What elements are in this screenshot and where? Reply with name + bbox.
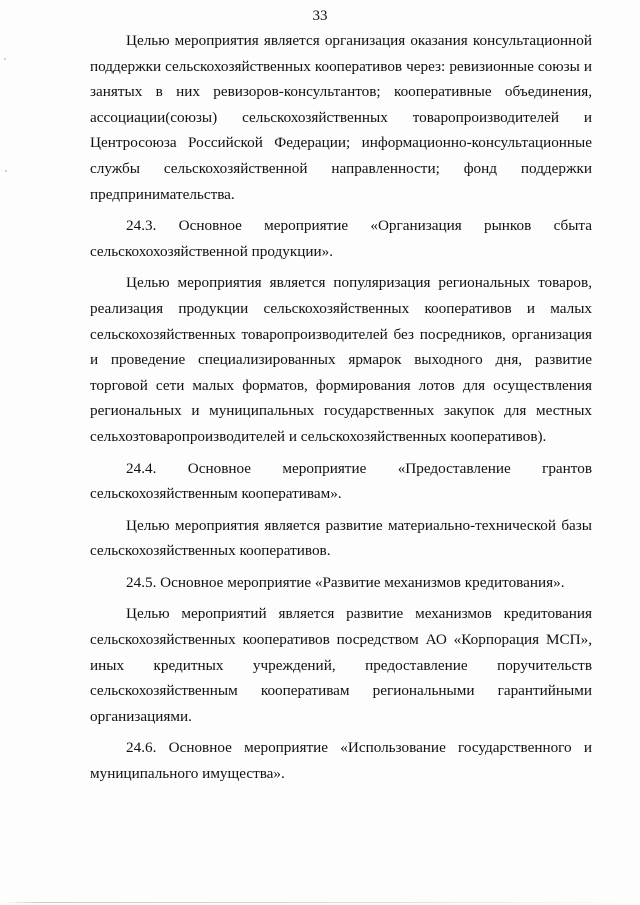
paragraph-grants: Целью мероприятия является развитие материально-технической базы сельскохозяйственных кооперативов. <box>90 516 592 560</box>
document-body <box>90 28 592 787</box>
heading-24-6: 24.6. Основное мероприятие «Использование государственного и муниципального имущества». <box>90 739 592 783</box>
scan-bottom-edge <box>0 902 640 903</box>
heading-24-4: 24.4. Основное мероприятие «Предоставление грантов сельскохозяйственным кооперативам». <box>90 459 592 503</box>
paragraph-market-organization: Целью мероприятия является популяризация региональных товаров, реализация продукции сельскохозяйственных кооперативов и малых сельскохозяйственных товаропроизводителей без посредников, организация и проведение специализированных ярмарок выходного дня, развитие торговой сети малых форматов, формирования лотов для осуществления региональных и муниципальных государственных закупок для местных сельхозтоваропроизводителей и сельскохозяйственных кооперативов). <box>90 274 592 445</box>
heading-24-5: 24.5. Основное мероприятие «Развитие механизмов кредитования». <box>126 573 565 591</box>
heading-24-3: 24.3. Основное мероприятие «Организация рынков сбыта сельскохохозяйственной продукции». <box>90 217 592 260</box>
scan-speck <box>5 170 7 172</box>
scan-speck <box>4 58 6 60</box>
paragraph-consulting-support: Целью мероприятия является организация оказания консультационной поддержки сельскохозяйственных кооперативов через: ревизионные союзы и занятых в них ревизоров-консультантов; кооперативные объединения, ассоциации(союзы) сельскохозяйственных товаропроизводителей и Центросоюза Российской Федерации; информационно-консультационные службы сельскохозяйственной направленности; фонд поддержки предпринимательства. <box>90 32 592 203</box>
paragraph-credit-mechanisms: Целью мероприятий является развитие механизмов кредитования сельскохозяйственных кооперативов посредством АО «Корпорация МСП», иных кредитных учреждений, предоставление поручительств сельскохозяйственным кооперативам региональными гарантийными организациями. <box>90 605 592 725</box>
page-number: 33 <box>312 8 328 24</box>
